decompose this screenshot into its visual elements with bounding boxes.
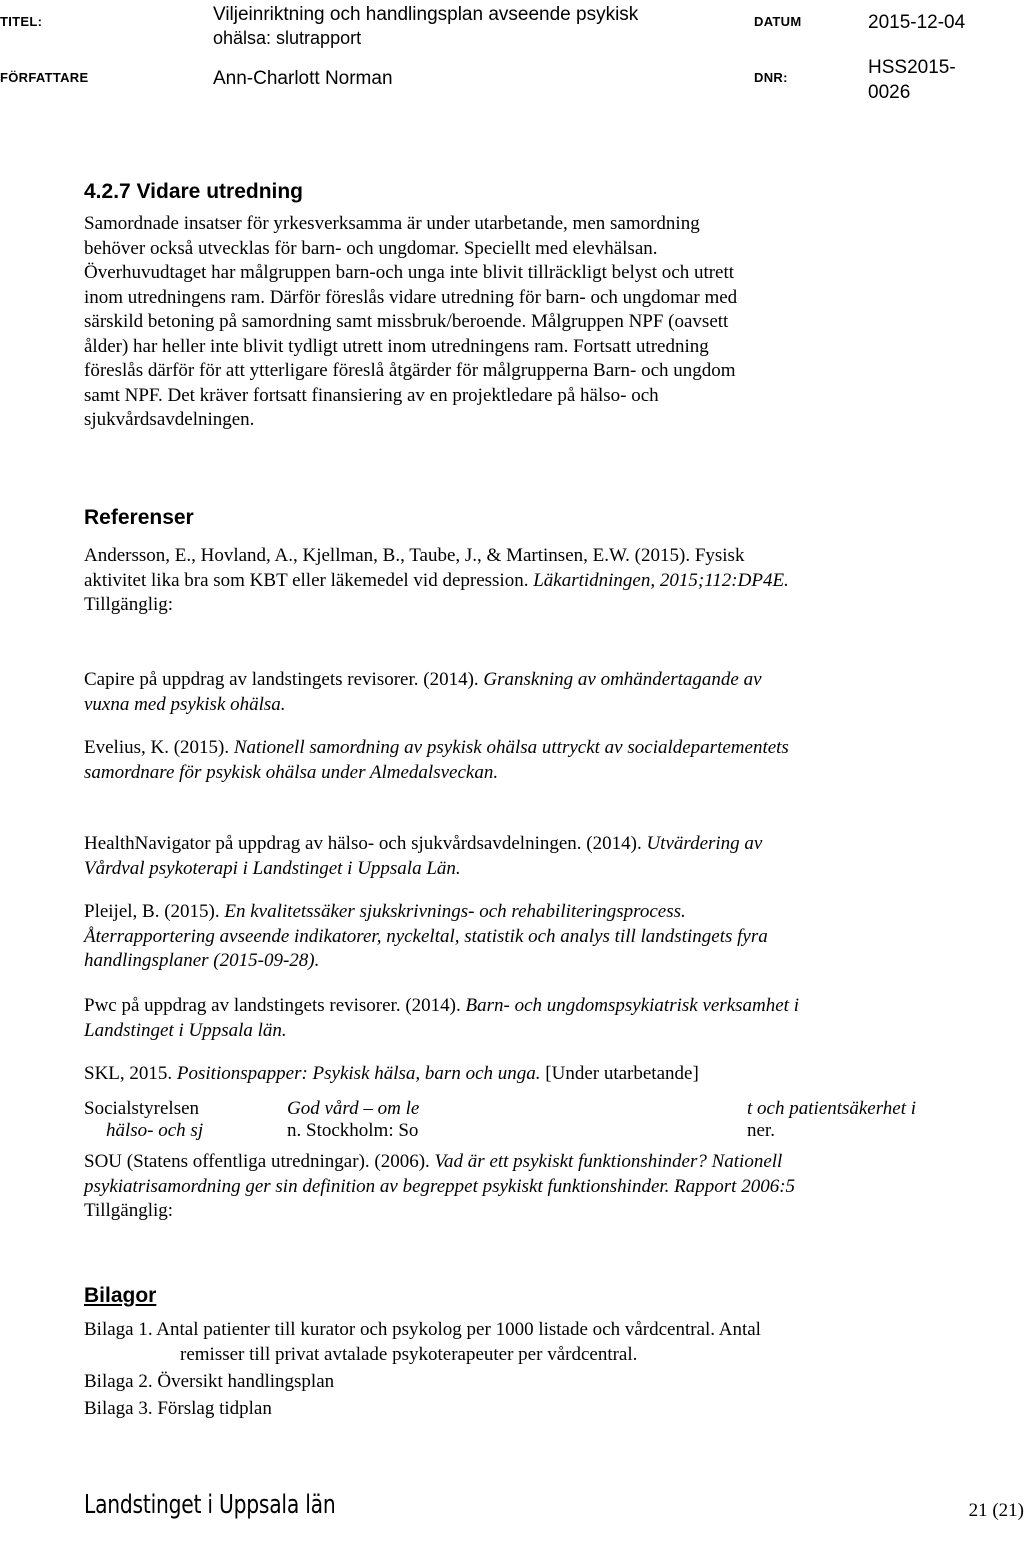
reference-line: psykiatrisamordning ger sin definition av begreppet psykiskt funktionshinder. Rapport 2006:5 (84, 1175, 796, 1197)
reference-line: Återrapportering avseende indikatorer, nyckeltal, statistik och analys till landstingets fyra (84, 925, 768, 947)
body-line: ålder) har heller inte blivit tydligt utrett inom utredningens ram. Fortsatt utredning (84, 335, 709, 357)
dnr-value-line2: 0026 (868, 82, 911, 103)
reference-line (84, 832, 1004, 857)
reference-source: Läkartidningen, 2015;112:DP4E. (533, 569, 789, 591)
page-number: 21 (21) (968, 1500, 1024, 1521)
reference-source: Granskning av omhändertagande av (483, 669, 762, 690)
reference-line: samordnare för psykisk ohälsa under Almedalsveckan. (84, 761, 499, 783)
reference-line (84, 736, 1004, 761)
body-line: sjukvårdsavdelningen. (84, 409, 255, 430)
body-line: behöver också utvecklas för barn- och ungdomar. Speciellt med elevhälsan. (84, 237, 658, 259)
references-heading: Referenser (84, 506, 194, 529)
date-label: DATUM (754, 14, 802, 29)
reference-item (84, 832, 1004, 881)
reference-text: n. Stockholm: So (287, 1120, 419, 1141)
reference-note: [Under utarbetande] (540, 1063, 699, 1084)
reference-line: vuxna med psykisk ohälsa. (84, 693, 286, 715)
body-line: Överhuvudtaget har målgruppen barn-och unga inte blivit tillräckligt belyst och utrett (84, 262, 735, 283)
reference-item (84, 1150, 1004, 1224)
reference-text: SKL, 2015. (84, 1063, 177, 1084)
appendix-item: Bilaga 1. Antal patienter till kurator och psykolog per 1000 listade och vårdcentral. Antal (84, 1319, 761, 1340)
reference-fragment: hälso- och sj (106, 1120, 204, 1141)
reference-source: Barn- och ungdomspsykiatrisk verksamhet i (465, 995, 799, 1016)
reference-text: SOU (Statens offentliga utredningar). (2006). (84, 1151, 435, 1172)
section-body (84, 212, 944, 433)
author-label: FÖRFATTARE (0, 70, 89, 85)
reference-line (84, 900, 1004, 925)
document-title-line2: ohälsa: slutrapport (213, 28, 362, 48)
reference-source: Vad är ett psykiskt funktionshinder? Nationell (434, 1151, 783, 1172)
reference-text: Pleijel, B. (2015). (84, 901, 225, 922)
reference-source: Nationell samordning av psykisk ohälsa uttryckt av socialdepartementets (233, 737, 789, 758)
reference-text: Capire på uppdrag av landstingets revisorer. (2014). (84, 669, 484, 690)
body-line: särskild betoning på samordning samt missbruk/beroende. Målgruppen NPF (oavsett (84, 311, 729, 332)
body-line: Samordnade insatser för yrkesverksamma är under utarbetande, men samordning (84, 213, 700, 234)
reference-line (84, 994, 1004, 1019)
reference-line (84, 668, 1004, 693)
appendix-item: Bilaga 3. Förslag tidplan (84, 1398, 272, 1419)
reference-item (84, 736, 1004, 785)
reference-source: Positionspapper: Psykisk hälsa, barn och unga. (176, 1063, 541, 1084)
body-line: samt NPF. Det kräver fortsatt finansiering av en projektledare på hälso- och (84, 384, 659, 406)
reference-source: En kvalitetssäker sjukskrivnings- och rehabiliteringsprocess. (224, 901, 686, 922)
reference-text: HealthNavigator på uppdrag av hälso- och sjukvårdsavdelningen. (2014). (84, 833, 647, 854)
appendix-item: Bilaga 2. Översikt handlingsplan (84, 1371, 335, 1392)
appendices-heading: Bilagor (84, 1284, 157, 1307)
reference-item (84, 994, 1004, 1043)
reference-fragment (287, 1120, 418, 1142)
reference-item (84, 668, 1004, 717)
date-value: 2015-12-04 (868, 12, 966, 33)
dnr-label: DNR: (754, 70, 788, 85)
title-label: TITEL: (0, 14, 43, 29)
appendix-item-continuation: remisser till privat avtalade psykoterapeuter per vårdcentral. (180, 1344, 638, 1365)
reference-item (84, 900, 1004, 974)
reference-text: Pwc på uppdrag av landstingets revisorer. (2014). (84, 995, 466, 1016)
reference-line: Landstinget i Uppsala län. (84, 1019, 287, 1041)
body-line: inom utredningens ram. Därför föreslås vidare utredning för barn- och ungdomar med (84, 286, 738, 308)
document-title-line1: Viljeinriktning och handlingsplan avseende psykisk (213, 4, 639, 25)
reference-line: Andersson, E., Hovland, A., Kjellman, B., Taube, J., & Martinsen, E.W. (2015). Fysisk (84, 545, 745, 566)
body-line: föreslås därför för att ytterligare föreslå åtgärder för målgrupperna Barn- och ungdom (84, 360, 736, 381)
footer-brand-logo: Landstinget i Uppsala län (84, 1490, 336, 1520)
reference-fragment: t och patientsäkerhet i (747, 1098, 917, 1119)
reference-fragment: God vård – om le (287, 1098, 420, 1119)
reference-line: Vårdval psykoterapi i Landstinget i Uppsala Län. (84, 857, 461, 879)
author-value: Ann-Charlott Norman (213, 68, 393, 89)
section-heading: 4.2.7 Vidare utredning (84, 180, 304, 203)
dnr-value-line1: HSS2015- (868, 57, 956, 78)
reference-line (84, 1062, 1004, 1087)
reference-line: Tillgänglig: (84, 1200, 174, 1221)
reference-line: Tillgänglig: (84, 594, 174, 615)
reference-text: Evelius, K. (2015). (84, 737, 234, 758)
reference-fragment: ner. (747, 1120, 775, 1141)
reference-text: aktivitet lika bra som KBT eller läkemedel vid depression. (84, 569, 534, 591)
reference-item (84, 544, 1004, 618)
reference-source: Utvärdering av (646, 833, 763, 854)
reference-item (84, 1062, 1004, 1087)
reference-line (84, 1150, 1004, 1175)
reference-line: handlingsplaner (2015-09-28). (84, 950, 320, 971)
reference-line (84, 569, 1004, 594)
reference-fragment: Socialstyrelsen (84, 1098, 200, 1119)
